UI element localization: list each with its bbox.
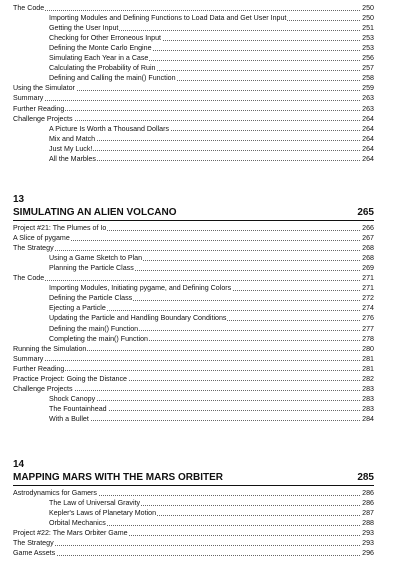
toc-entry-title: With a Bullet xyxy=(49,414,89,423)
toc-subsection-entry[interactable] xyxy=(0,324,417,334)
toc-entry-page-number: 256 xyxy=(362,54,374,63)
chapter-13-number: 13 xyxy=(13,194,25,205)
toc-section-entry[interactable] xyxy=(0,528,417,538)
toc-entry-page-number: 283 xyxy=(362,384,374,393)
toc-entry-title: Running the Simulation xyxy=(13,344,87,353)
chapter-14-number: 14 xyxy=(13,459,25,470)
toc-entry-title: Importing Modules, Initiating pygame, and Defining Colors xyxy=(49,284,232,293)
toc-entry-page-number: 264 xyxy=(362,114,374,123)
toc-entry-title: Just My Luck! xyxy=(49,144,93,153)
dot-leader xyxy=(13,555,372,556)
toc-entry-page-number: 296 xyxy=(362,549,374,558)
toc-entry-page-number: 283 xyxy=(362,394,374,403)
toc-entry-page-number: 269 xyxy=(362,264,374,273)
dot-leader xyxy=(49,400,372,401)
toc-subsection-entry[interactable] xyxy=(0,303,417,313)
dot-leader xyxy=(13,10,372,11)
toc-entry-title: Project #21: The Plumes of Io xyxy=(13,224,107,232)
toc-entry-page-number: 271 xyxy=(362,274,374,283)
toc-subsection-entry[interactable] xyxy=(0,334,417,344)
toc-section-entry[interactable] xyxy=(0,233,417,243)
toc-entry-page-number: 253 xyxy=(362,34,374,43)
toc-entry-page-number: 268 xyxy=(362,254,374,263)
toc-entry-title: Using the Simulator xyxy=(13,84,75,93)
dot-leader xyxy=(13,250,372,251)
toc-section-entry[interactable] xyxy=(0,548,417,558)
toc-entry-title: Importing Modules and Defining Functions to Load Data and Get User Input xyxy=(49,14,287,23)
dot-leader xyxy=(49,140,372,141)
toc-subsection-entry[interactable] xyxy=(0,144,417,154)
toc-entry-page-number: 271 xyxy=(362,284,374,293)
toc-entry-title: The Law of Universal Gravity xyxy=(49,499,141,508)
toc-entry-title: Planning the Particle Class xyxy=(49,264,134,273)
toc-entry-page-number: 268 xyxy=(362,244,374,253)
chapter-14-page: 285 xyxy=(357,472,374,483)
toc-subsection-entry[interactable] xyxy=(0,414,417,424)
toc-entry-title: Kepler's Laws of Planetary Motion xyxy=(49,509,157,518)
toc-section-entry[interactable] xyxy=(0,83,417,93)
dot-leader xyxy=(13,370,372,371)
toc-entry-title: Simulating Each Year in a Case xyxy=(49,54,149,63)
toc-section-entry[interactable] xyxy=(0,3,417,13)
toc-section-entry[interactable] xyxy=(0,364,417,374)
toc-entry-page-number: 263 xyxy=(362,104,374,113)
dot-leader xyxy=(13,545,372,546)
toc-subsection-entry[interactable] xyxy=(0,73,417,83)
toc-entry-page-number: 286 xyxy=(362,499,374,508)
toc-subsection-entry[interactable] xyxy=(0,404,417,414)
toc-entry-title: Calculating the Probability of Ruin xyxy=(49,64,156,73)
toc-entry-title: Defining the Monte Carlo Engine xyxy=(49,44,152,53)
toc-subsection-entry[interactable] xyxy=(0,508,417,518)
toc-entry-page-number: 293 xyxy=(362,529,374,538)
toc-entry-title: A Picture Is Worth a Thousand Dollars xyxy=(49,124,169,133)
toc-section-entry[interactable] xyxy=(0,223,417,233)
toc-entry-title: Further Reading xyxy=(13,364,65,373)
toc-entry-page-number: 264 xyxy=(362,144,374,153)
dot-leader xyxy=(13,360,372,361)
toc-section-entry[interactable] xyxy=(0,538,417,548)
toc-entry-page-number: 264 xyxy=(362,154,374,163)
toc-entry-title: Challenge Projects xyxy=(13,384,73,393)
toc-entry-page-number: 266 xyxy=(362,224,374,232)
toc-entry-title: Completing the main() Function xyxy=(49,334,148,343)
toc-subsection-entry[interactable] xyxy=(0,43,417,53)
toc-entry-page-number: 251 xyxy=(362,24,374,33)
toc-entry-title: The Code xyxy=(13,274,45,283)
toc-entry-title: Defining the Particle Class xyxy=(49,294,133,303)
toc-entry-title: Game Assets xyxy=(13,549,56,558)
toc-section-entry[interactable] xyxy=(0,344,417,354)
toc-section-entry[interactable] xyxy=(0,354,417,364)
toc-section-entry[interactable] xyxy=(0,374,417,384)
toc-section-entry[interactable] xyxy=(0,114,417,124)
toc-entry-page-number: 281 xyxy=(362,364,374,373)
chapter-13-rule xyxy=(13,220,374,221)
toc-entry-title: Challenge Projects xyxy=(13,114,73,123)
toc-entry-title: Mix and Match xyxy=(49,134,96,143)
toc-subsection-entry[interactable] xyxy=(0,394,417,404)
toc-entry-title: Defining and Calling the main() Function xyxy=(49,74,176,83)
toc-subsection-entry[interactable] xyxy=(0,253,417,263)
toc-section-entry[interactable] xyxy=(0,104,417,114)
toc-entry-page-number: 280 xyxy=(362,344,374,353)
toc-entry-page-number: 276 xyxy=(362,314,374,323)
toc-entry-page-number: 263 xyxy=(362,94,374,103)
toc-entry-page-number: 272 xyxy=(362,294,374,303)
toc-subsection-entry[interactable] xyxy=(0,263,417,273)
toc-entry-title: The Strategy xyxy=(13,539,54,548)
toc-entry-title: All the Marbles xyxy=(49,154,96,163)
toc-entry-title: Getting the User Input xyxy=(49,24,119,33)
dot-leader xyxy=(49,420,372,421)
toc-subsection-entry[interactable] xyxy=(0,283,417,293)
dot-leader xyxy=(49,160,372,161)
toc-entry-page-number: 287 xyxy=(362,509,374,518)
toc-subsection-entry[interactable] xyxy=(0,313,417,323)
toc-entry-title: Further Reading xyxy=(13,104,65,113)
toc-entry-page-number: 281 xyxy=(362,354,374,363)
toc-entry-title: Orbital Mechanics xyxy=(49,519,106,528)
toc-subsection-entry[interactable] xyxy=(0,154,417,164)
toc-section-entry[interactable] xyxy=(0,488,417,498)
dot-leader xyxy=(49,150,372,151)
chapter-14-title: MAPPING MARS WITH THE MARS ORBITER xyxy=(13,472,223,483)
toc-entry-title: Practice Project: Going the Distance xyxy=(13,374,127,383)
toc-entry-page-number: 264 xyxy=(362,134,374,143)
toc-subsection-entry[interactable] xyxy=(0,23,417,33)
dot-leader xyxy=(13,100,372,101)
toc-entry-page-number: 250 xyxy=(362,4,374,12)
toc-subsection-entry[interactable] xyxy=(0,518,417,528)
toc-entry-title: Summary xyxy=(13,94,44,103)
toc-entry-title: Ejecting a Particle xyxy=(49,304,106,313)
toc-subsection-entry[interactable] xyxy=(0,63,417,73)
toc-entry-title: The Fountainhead xyxy=(49,404,107,413)
toc-section-entry[interactable] xyxy=(0,384,417,394)
toc-entry-title: Astrodynamics for Gamers xyxy=(13,489,97,497)
toc-entry-page-number: 253 xyxy=(362,44,374,53)
toc-subsection-entry[interactable] xyxy=(0,13,417,23)
toc-entry-page-number: 284 xyxy=(362,414,374,423)
toc-entry-page-number: 250 xyxy=(362,14,374,23)
toc-subsection-entry[interactable] xyxy=(0,124,417,134)
chapter-13-title: SIMULATING AN ALIEN VOLCANO xyxy=(13,207,177,218)
toc-entry-page-number: 293 xyxy=(362,539,374,548)
toc-subsection-entry[interactable] xyxy=(0,134,417,144)
toc-entry-title: Project #22: The Mars Orbiter Game xyxy=(13,529,128,538)
toc-entry-page-number: 286 xyxy=(362,489,374,497)
toc-entry-page-number: 259 xyxy=(362,84,374,93)
toc-entry-title: Shock Canopy xyxy=(49,394,96,403)
toc-subsection-entry[interactable] xyxy=(0,53,417,63)
toc-entry-page-number: 288 xyxy=(362,519,374,528)
toc-subsection-entry[interactable] xyxy=(0,498,417,508)
toc-entry-title: Checking for Other Erroneous Input xyxy=(49,34,161,43)
toc-entry-title: Using a Game Sketch to Plan xyxy=(49,254,143,263)
dot-leader xyxy=(13,280,372,281)
toc-entry-title: The Strategy xyxy=(13,244,54,253)
toc-entry-page-number: 267 xyxy=(362,234,374,243)
toc-entry-title: The Code xyxy=(13,4,45,12)
toc-entry-page-number: 264 xyxy=(362,124,374,133)
toc-section-entry[interactable] xyxy=(0,273,417,283)
chapter-13-page: 265 xyxy=(357,207,374,218)
toc-entry-title: A Slice of pygame xyxy=(13,234,70,243)
toc-entry-page-number: 257 xyxy=(362,64,374,73)
toc-entry-page-number: 277 xyxy=(362,324,374,333)
toc-entry-page-number: 274 xyxy=(362,304,374,313)
toc-section-entry[interactable] xyxy=(0,93,417,103)
toc-entry-page-number: 258 xyxy=(362,74,374,83)
dot-leader xyxy=(13,110,372,111)
toc-subsection-entry[interactable] xyxy=(0,33,417,43)
toc-section-entry[interactable] xyxy=(0,243,417,253)
toc-entry-title: Updating the Particle and Handling Boundary Conditions xyxy=(49,314,227,323)
toc-entry-page-number: 278 xyxy=(362,334,374,343)
toc-entry-title: Summary xyxy=(13,354,44,363)
chapter-14-rule xyxy=(13,485,374,486)
toc-entry-page-number: 283 xyxy=(362,404,374,413)
toc-subsection-entry[interactable] xyxy=(0,293,417,303)
toc-entry-page-number: 282 xyxy=(362,374,374,383)
toc-entry-title: Defining the main() Function xyxy=(49,324,139,333)
